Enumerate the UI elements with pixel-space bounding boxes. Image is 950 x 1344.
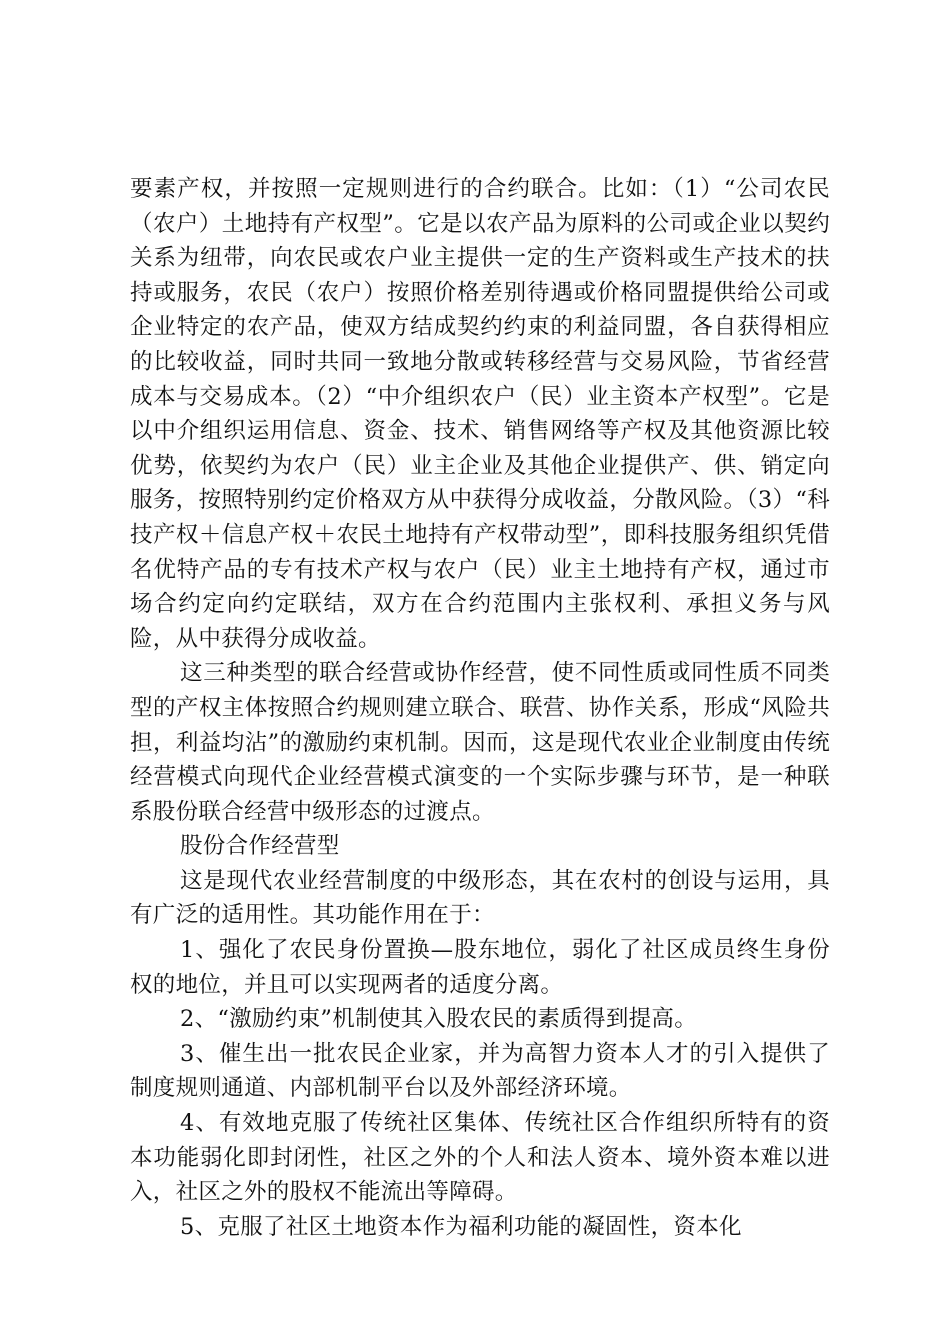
paragraph-intermediate-form: 这是现代农业经营制度的中级形态，其在农村的创设与运用，具有广泛的适用性。其功能作用在于：: [130, 867, 830, 929]
paragraph-three-types: 这三种类型的联合经营或协作经营，使不同性质或同性质不同类型的产权主体按照合约规则建立联合、联营、协作关系，形成“风险共担，利益均沾”的激励约束机制。因而，这是现代农业企业制度由传统经营模式向现代企业经营模式演变的一个实际步骤与环节，是一种联系股份联合经营中级形态的过渡点。: [130, 660, 830, 825]
document-page: [130, 172, 830, 1244]
section-heading-shareholding: 股份合作经营型: [180, 833, 340, 860]
list-item-1: 1、强化了农民身份置换—股东地位，弱化了社区成员终生身份权的地位，并且可以实现两者的适度分离。: [130, 937, 830, 998]
list-item-2: 2、“激励约束”机制使其入股农民的素质得到提高。: [180, 1006, 698, 1033]
list-item-5: 5、克服了社区土地资本作为福利功能的凝固性，资本化: [180, 1213, 742, 1240]
list-item-4: 4、有效地克服了传统社区集体、传统社区合作组织所特有的资本功能弱化即封闭性，社区之外的个人和法人资本、境外资本难以进入，社区之外的股权不能流出等障碍。: [130, 1110, 830, 1206]
paragraph-contract-alliance: 要素产权，并按照一定规则进行的合约联合。比如：（1）“公司农民（农户）土地持有产权型”。它是以农产品为原料的公司或企业以契约关系为纽带，向农民或农户业主提供一定的生产资料或生产技术的扶持或服务，农民（农户）按照价格差别待遇或价格同盟提供给公司或企业特定的农产品，使双方结成契约约束的利益同盟，各自获得相应的比较收益，同时共同一致地分散或转移经营与交易风险，节省经营成本与交易成本。（2）“中介组织农户（民）业主资本产权型”。它是以中介组织运用信息、资金、技术、销售网络等产权及其他资源比较优势，依契约为农户（民）业主企业及其他企业提供产、供、销定向服务，按照特别约定价格双方从中获得分成收益，分散风险。（3）“科技产权＋信息产权＋农民土地持有产权带动型”，即科技服务组织凭借名优特产品的专有技术产权与农户（民）业主土地持有产权，通过市场合约定向约定联结，双方在合约范围内主张权利、承担义务与风险，从中获得分成收益。: [130, 176, 830, 652]
list-item-3: 3、催生出一批农民企业家，并为高智力资本人才的引入提供了制度规则通道、内部机制平台以及外部经济环境。: [130, 1040, 830, 1102]
